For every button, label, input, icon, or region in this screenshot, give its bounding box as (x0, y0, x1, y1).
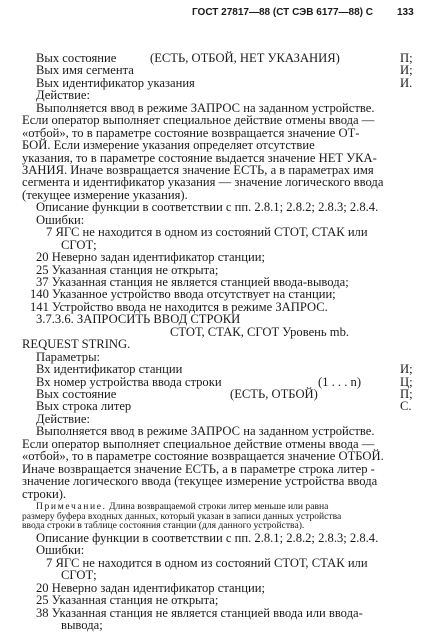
section-heading: 3.7.3.6. ЗАПРОСИТЬ ВВОД СТРОКИ (36, 312, 241, 327)
text-line: БОЙ. Если измерение указания определяет отсутствие (22, 138, 315, 153)
text-line: Если оператор выполняет специальное действие отмены ввода — (22, 436, 375, 451)
section-label: Действие: (36, 88, 90, 103)
error-item: 25 Указанная станция не открыта; (36, 262, 219, 277)
param-label: Вых состояние (36, 51, 117, 65)
text-line: Иначе возвращается значение ЕСТЬ, а в параметре строка литер - (22, 461, 375, 476)
error-item-continued: вывода; (61, 618, 103, 632)
text-line: строки). (22, 486, 67, 501)
param-type: И; (400, 63, 413, 78)
text-line: «отбой», то в параметре состояние возвращается значение ОТБОЙ. (22, 449, 384, 464)
param-type: П; (400, 51, 413, 65)
error-item: 20 Неверно задан идентификатор станции; (36, 580, 266, 595)
error-item: 7 ЯГС не находится в одном из состояний СТОТ, СТАК или (46, 225, 368, 240)
param-type: Ц; (400, 374, 413, 389)
param-label: Вх идентификатор станции (36, 362, 183, 377)
error-item: 141 Устройство ввода не находится в режиме ЗАПРОС. (30, 299, 328, 314)
section-label: Ошибки: (36, 543, 85, 558)
text-line: сегмента и идентификатор указания — значение логического ввода (22, 175, 384, 190)
text-line: указания, то в параметре состояние выдается значение НЕТ УКА- (22, 150, 377, 165)
param-type: П; (400, 386, 413, 401)
param-label: Вых состояние (36, 386, 117, 401)
page-header: ГОСТ 27817—88 (СТ СЭВ 6177—88) С (192, 7, 373, 18)
text-line: (текущее измерение указания). (22, 187, 188, 202)
param-range: (1 . . . n) (318, 374, 362, 389)
section-label: Действие: (36, 411, 90, 426)
text-line: Описание функции в соответствии с пп. 2.8.1; 2.8.2; 2.8.3; 2.8.4. (36, 200, 379, 215)
param-type: И. (400, 75, 413, 90)
error-item: 20 Неверно задан идентификатор станции; (36, 250, 266, 265)
param-label: Вых идентификатор указания (36, 75, 195, 90)
error-item: 37 Указанная станция не является станцией ввода-вывода; (36, 275, 349, 289)
note-lead: Примечание. (36, 500, 107, 512)
error-item-continued: СГОТ; (61, 237, 97, 252)
text-line: «отбой», то в параметре состояние возвращается значение ОТ- (22, 125, 360, 140)
error-item: 25 Указанная станция не открыта; (36, 593, 219, 608)
text-line: значение логического ввода (текущее измерение устройства ввода (22, 474, 378, 488)
section-label: Ошибки: (36, 212, 85, 227)
section-label: Параметры: (36, 349, 101, 364)
text-line: ЗАНИЯ. Иначе возвращается значение ЕСТЬ, а в параметрах имя (22, 163, 374, 177)
note-line: размеру буфера входных данных, который указан в записи данных устройства (22, 510, 342, 522)
error-item: 140 Указанное устройство ввода отсутствует на станции; (30, 287, 336, 302)
text-line: Выполняется ввод в режиме ЗАПРОС на заданном устройстве. (36, 424, 375, 439)
function-name: REQUEST STRING. (22, 337, 131, 352)
note-text: Длина возвращаемой строки литер меньше или равна (108, 500, 329, 512)
param-type: С. (400, 399, 412, 414)
text-line: Выполняется ввод в режиме ЗАПРОС на заданном устройстве. (36, 100, 375, 115)
param-label: Вых имя сегмента (36, 63, 134, 78)
param-values: (ЕСТЬ, ОТБОЙ) (230, 386, 318, 401)
state-and-level: СТОТ, СТАК, СГОТ Уровень mb. (170, 324, 350, 339)
error-item: 38 Указанная станция не является станцией ввода или ввода- (36, 605, 363, 620)
text-line: Описание функции в соответствии с пп. 2.8.1; 2.8.2; 2.8.3; 2.8.4. (36, 530, 379, 545)
param-type: И; (400, 362, 413, 377)
param-label: Вх номер устройства ввода строки (36, 374, 222, 389)
text-line: Если оператор выполняет специальное действие отмены ввода — (22, 113, 375, 128)
error-item: 7 ЯГС не находится в одном из состояний СТОТ, СТАК или (46, 555, 368, 570)
note-line: ввода строки в таблице состояния станции (для данного устройства). (22, 520, 305, 532)
error-item-continued: СГОТ; (61, 568, 97, 583)
param-values: (ЕСТЬ, ОТБОЙ, НЕТ УКАЗАНИЯ) (150, 51, 340, 65)
page-number: 133 (397, 7, 414, 18)
param-label: Вых строка литер (36, 399, 132, 414)
